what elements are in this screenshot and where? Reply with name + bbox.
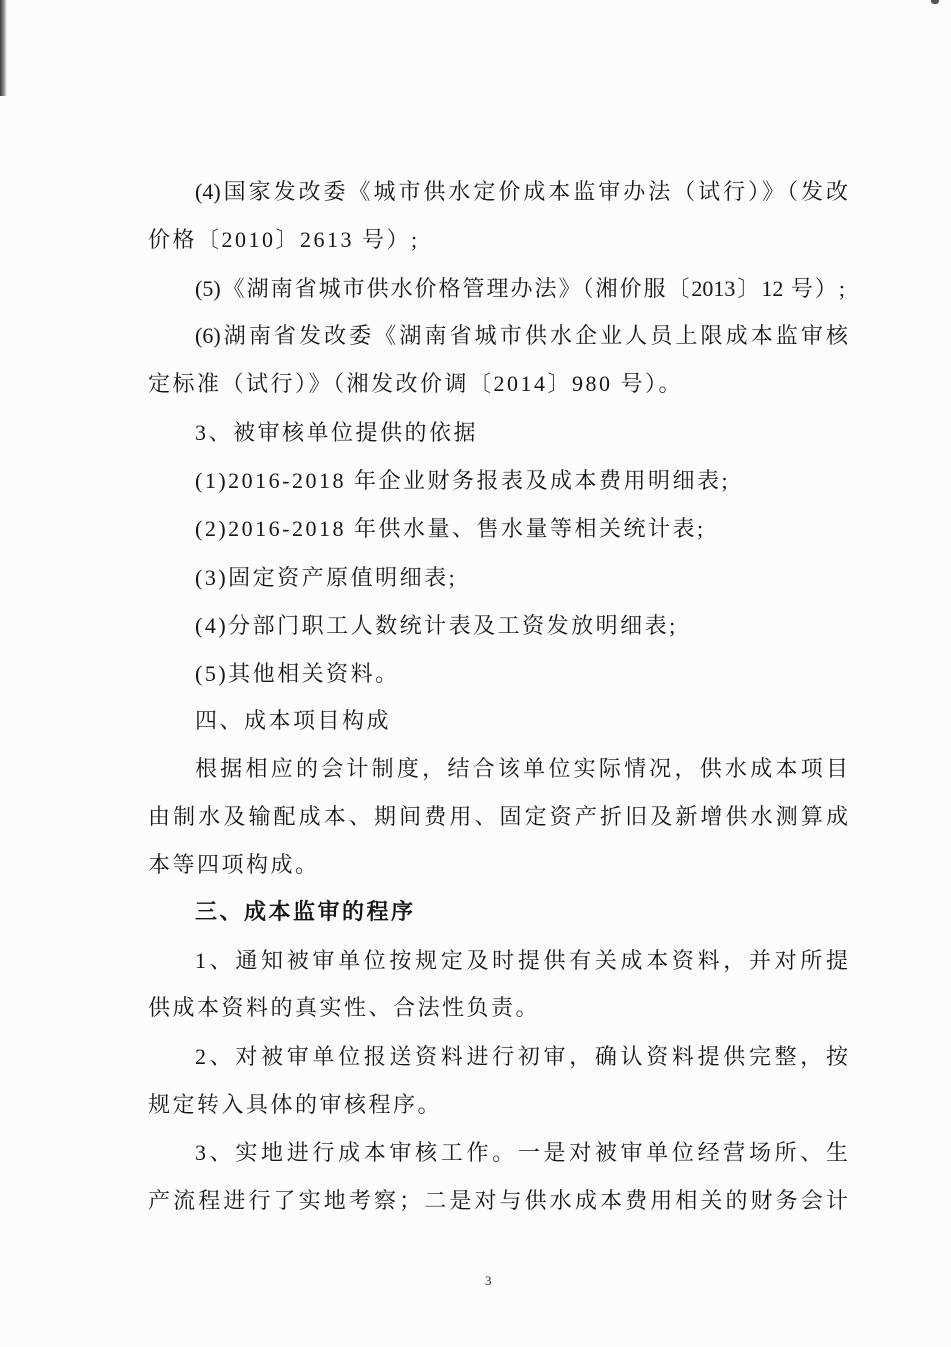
procedure-step-1-line-1: 1、通知被审单位按规定及时提供有关成本资料，并对所提	[195, 948, 848, 973]
section-4-heading: 四、成本项目构成	[195, 708, 392, 733]
provided-item-1: (1)2016-2018 年企业财务报表及成本费用明细表;	[195, 468, 731, 493]
procedure-step-3-line-1: 3、实地进行成本审核工作。一是对被审单位经营场所、生	[195, 1140, 848, 1165]
procedure-step-1-line-2: 供成本资料的真实性、合法性负责。	[148, 995, 541, 1020]
procedure-step-3-line-2: 产流程进行了实地考察；二是对与供水成本费用相关的财务会计	[148, 1188, 848, 1213]
provided-item-3: (3)固定资产原值明细表;	[195, 565, 458, 590]
cost-composition-line-3: 本等四项构成。	[148, 852, 320, 877]
basis-item-4-line-1: (4)国家发改委《城市供水定价成本监审办法（试行）》（发改	[195, 179, 848, 204]
scan-edge-shadow	[0, 0, 7, 96]
provided-item-5: (5)其他相关资料。	[195, 661, 400, 686]
provided-item-4: (4)分部门职工人数统计表及工资发放明细表;	[195, 613, 678, 638]
subsection-3-heading: 3、被审核单位提供的依据	[195, 420, 479, 445]
section-3-heading: 三、成本监审的程序	[195, 899, 416, 924]
scan-corner-mark	[931, 0, 939, 4]
cost-composition-line-1: 根据相应的会计制度，结合该单位实际情况，供水成本项目	[195, 756, 848, 781]
cost-composition-line-2: 由制水及输配成本、期间费用、固定资产折旧及新增供水测算成	[148, 804, 848, 829]
procedure-step-2-line-1: 2、对被审单位报送资料进行初审，确认资料提供完整，按	[195, 1044, 848, 1069]
basis-item-4-line-2: 价格〔2010〕2613 号）;	[148, 227, 420, 252]
basis-item-6-line-2: 定标准（试行）》（湘发改价调〔2014〕980 号）。	[148, 371, 684, 396]
page-number: 3	[485, 1273, 492, 1288]
provided-item-2: (2)2016-2018 年供水量、售水量等相关统计表;	[195, 516, 706, 541]
basis-item-6-line-1: (6)湖南省发改委《湖南省城市供水企业人员上限成本监审核	[195, 323, 848, 348]
procedure-step-2-line-2: 规定转入具体的审核程序。	[148, 1092, 443, 1117]
basis-item-5: (5)《湖南省城市供水价格管理办法》（湘价服〔2013〕12 号）;	[195, 276, 845, 301]
